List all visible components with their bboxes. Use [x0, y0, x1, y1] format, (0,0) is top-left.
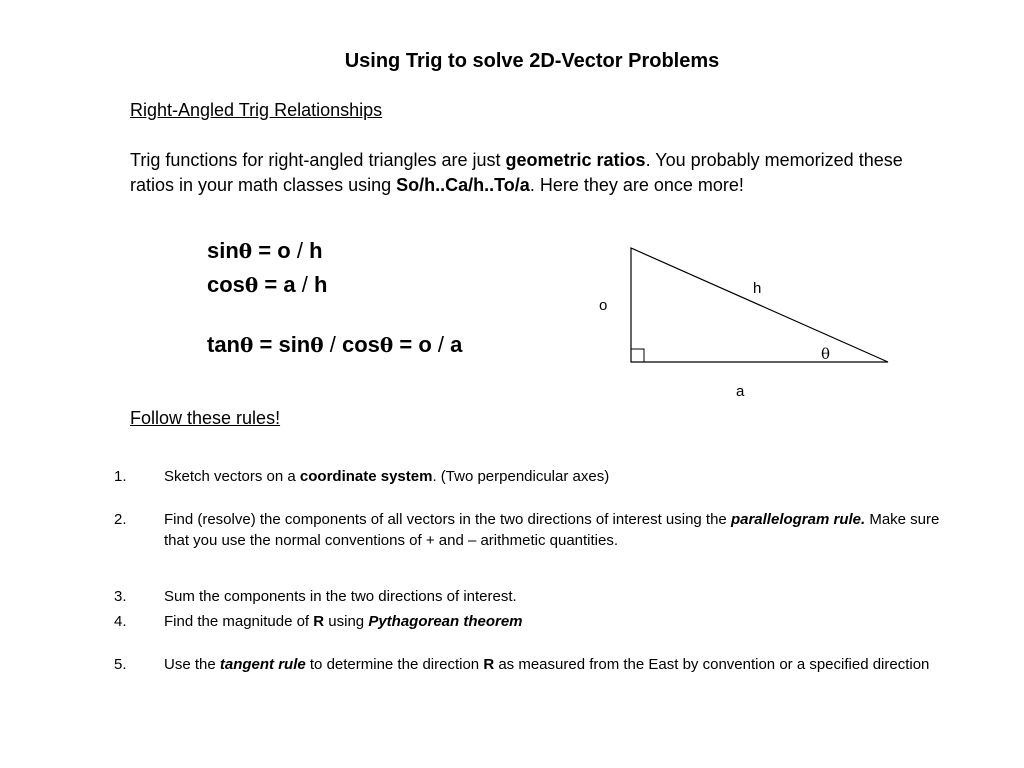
rule-item	[114, 586, 944, 610]
theta-symbol: θ	[310, 333, 324, 357]
rule-item	[114, 654, 944, 698]
rule-item	[114, 611, 944, 635]
sin-fn: sin	[207, 238, 239, 263]
intro-text-1: Trig functions for right-angled triangles are just	[130, 150, 506, 170]
intro-text-3: . Here they are once more!	[529, 175, 744, 195]
rule-number: 5.	[114, 656, 127, 673]
tan-rhs-a: o	[418, 332, 432, 357]
page-title: Using Trig to solve 2D-Vector Problems	[344, 50, 720, 72]
rule-text: Find the magnitude of R using Pythagorean theorem	[164, 613, 523, 630]
theta-symbol: θ	[238, 239, 253, 263]
section-heading-rules: Follow these rules!	[130, 408, 281, 428]
cos-rhs-b: h	[314, 272, 328, 297]
rule-number: 1.	[114, 468, 127, 485]
divide-sign: /	[437, 332, 445, 357]
triangle-outline	[631, 248, 888, 362]
cos-fn: cos	[207, 272, 245, 297]
label-angle: θ	[821, 345, 831, 363]
intro-bold-2: So/h..Ca/h..To/a	[396, 175, 530, 195]
rule-item	[114, 509, 944, 553]
theta-symbol: θ	[379, 333, 394, 357]
label-hypotenuse: h	[753, 280, 762, 297]
rule-number: 2.	[114, 511, 127, 528]
rule-text: Use the tangent rule to determine the direction R as measured from the East by convention or a specified direction	[164, 656, 930, 673]
theta-symbol: θ	[244, 273, 259, 297]
equals-sign: =	[264, 272, 278, 297]
divide-sign: /	[329, 332, 336, 357]
rule-item	[114, 466, 944, 490]
sin-rhs-a: o	[277, 238, 291, 263]
tan-mid-fn1: sin	[278, 332, 311, 357]
cos-rhs-a: a	[283, 272, 296, 297]
intro-bold-1: geometric ratios	[505, 150, 646, 170]
rule-text: Sketch vectors on a coordinate system. (Two perpendicular axes)	[164, 468, 610, 485]
section-heading-trig: Right-Angled Trig Relationships	[130, 100, 383, 120]
tan-mid-fn2: cos	[341, 332, 380, 357]
label-adjacent: a	[736, 383, 745, 400]
divide-sign: /	[301, 272, 308, 297]
sin-rhs-b: h	[309, 238, 323, 263]
equals-sign: =	[399, 332, 413, 357]
equals-sign: =	[259, 332, 273, 357]
tan-rhs-b: a	[450, 332, 463, 357]
label-opposite: o	[599, 297, 608, 314]
rule-number: 4.	[114, 613, 127, 630]
rule-number: 3.	[114, 588, 127, 605]
rule-text: Find (resolve) the components of all vectors in the two directions of interest using the parallelogram rule. Make sure that you use the normal conventions of + and – arithmetic quantities.	[164, 511, 940, 549]
intro-text-2: . You probably memorized these ratios in your math classes using	[130, 150, 903, 195]
tan-fn: tan	[207, 332, 240, 357]
rule-text: Sum the components in the two directions of interest.	[164, 588, 517, 605]
divide-sign: /	[296, 238, 303, 263]
equals-sign: =	[258, 238, 272, 263]
theta-symbol: θ	[240, 333, 254, 357]
right-angle-marker	[631, 349, 644, 362]
